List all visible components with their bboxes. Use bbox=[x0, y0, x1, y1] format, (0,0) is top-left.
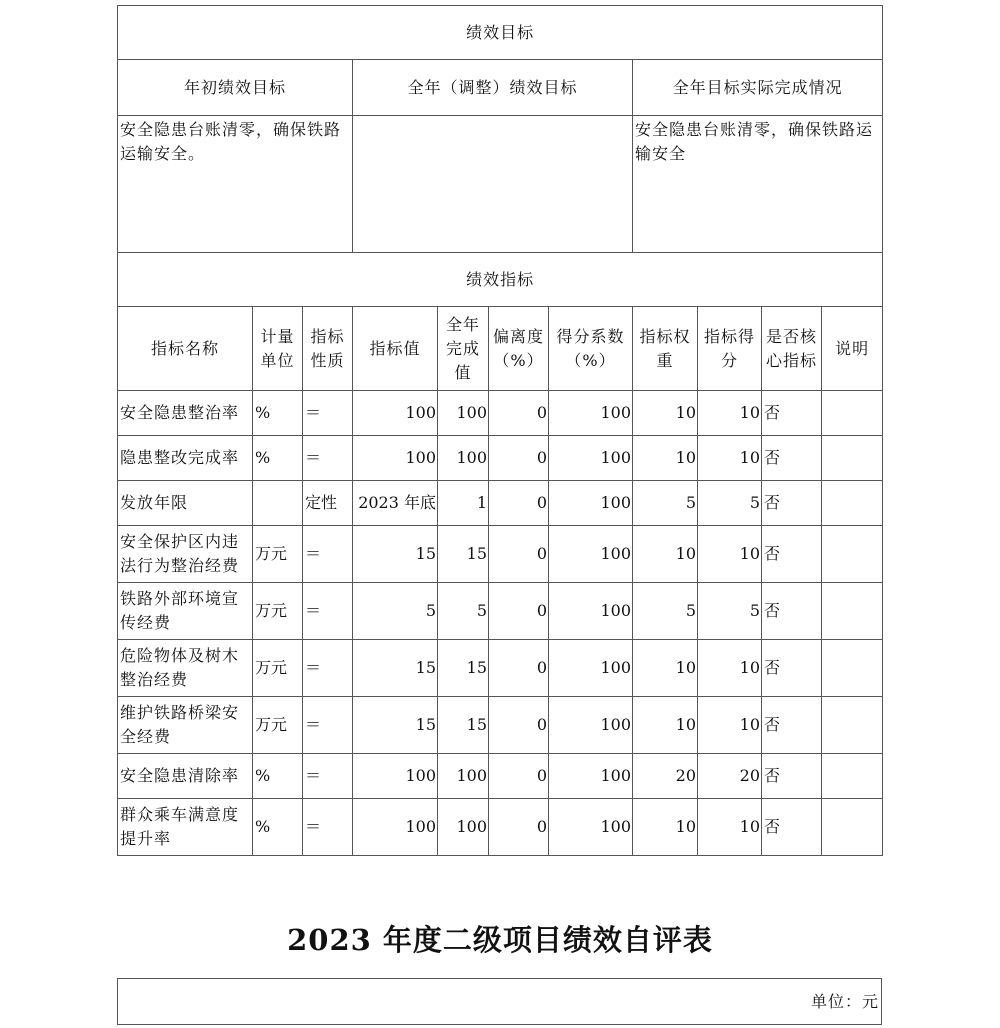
indicator-unit: 万元 bbox=[253, 526, 303, 583]
indicator-coefficient: 100 bbox=[549, 697, 633, 754]
col-header-score: 指标得分 bbox=[698, 307, 762, 391]
indicator-nature: ＝ bbox=[303, 526, 353, 583]
indicator-actual: 100 bbox=[438, 799, 489, 856]
indicator-nature: ＝ bbox=[303, 799, 353, 856]
initial-goal-header: 年初绩效目标 bbox=[118, 60, 353, 116]
initial-goal-value: 安全隐患台账清零，确保铁路运输安全。 bbox=[118, 116, 353, 253]
indicator-coefficient: 100 bbox=[549, 754, 633, 799]
indicator-weight: 10 bbox=[633, 526, 698, 583]
indicator-actual: 15 bbox=[438, 526, 489, 583]
indicator-target: 100 bbox=[353, 754, 438, 799]
col-header-actual: 全年完成值 bbox=[438, 307, 489, 391]
indicator-unit: % bbox=[253, 391, 303, 436]
indicator-nature: ＝ bbox=[303, 754, 353, 799]
indicator-section-title: 绩效指标 bbox=[118, 253, 883, 307]
indicator-weight: 5 bbox=[633, 583, 698, 640]
indicator-nature: ＝ bbox=[303, 640, 353, 697]
indicator-unit: % bbox=[253, 799, 303, 856]
indicator-deviation: 0 bbox=[489, 640, 549, 697]
indicator-deviation: 0 bbox=[489, 697, 549, 754]
indicator-unit: % bbox=[253, 436, 303, 481]
indicator-weight: 5 bbox=[633, 481, 698, 526]
indicator-name: 危险物体及树木整治经费 bbox=[118, 640, 253, 697]
table-row bbox=[118, 799, 883, 856]
indicator-target: 2023 年底 bbox=[353, 481, 438, 526]
goal-section-title: 绩效目标 bbox=[118, 6, 883, 60]
indicator-core: 否 bbox=[762, 436, 822, 481]
indicator-weight: 20 bbox=[633, 754, 698, 799]
indicator-core: 否 bbox=[762, 391, 822, 436]
indicator-core: 否 bbox=[762, 754, 822, 799]
indicator-score: 5 bbox=[698, 583, 762, 640]
indicator-coefficient: 100 bbox=[549, 583, 633, 640]
indicator-coefficient: 100 bbox=[549, 640, 633, 697]
indicator-coefficient: 100 bbox=[549, 481, 633, 526]
indicator-note bbox=[822, 526, 883, 583]
indicator-target: 100 bbox=[353, 391, 438, 436]
indicator-name: 群众乘车满意度提升率 bbox=[118, 799, 253, 856]
col-header-nature: 指标性质 bbox=[303, 307, 353, 391]
indicator-coefficient: 100 bbox=[549, 436, 633, 481]
table-row bbox=[118, 436, 883, 481]
indicator-note bbox=[822, 640, 883, 697]
indicator-note bbox=[822, 799, 883, 856]
indicator-score: 10 bbox=[698, 436, 762, 481]
col-header-deviation: 偏离度（%） bbox=[489, 307, 549, 391]
indicator-note bbox=[822, 391, 883, 436]
indicator-target: 100 bbox=[353, 799, 438, 856]
indicator-coefficient: 100 bbox=[549, 526, 633, 583]
table-row bbox=[118, 640, 883, 697]
indicator-nature: ＝ bbox=[303, 583, 353, 640]
indicator-name: 安全隐患整治率 bbox=[118, 391, 253, 436]
indicator-unit: 万元 bbox=[253, 697, 303, 754]
indicator-deviation: 0 bbox=[489, 391, 549, 436]
indicator-core: 否 bbox=[762, 697, 822, 754]
indicator-nature: 定性 bbox=[303, 481, 353, 526]
indicator-score: 10 bbox=[698, 526, 762, 583]
indicator-actual: 100 bbox=[438, 436, 489, 481]
indicator-target: 5 bbox=[353, 583, 438, 640]
unit-label: 单位：元 bbox=[810, 992, 879, 1011]
col-header-core: 是否核心指标 bbox=[762, 307, 822, 391]
col-header-note: 说明 bbox=[822, 307, 883, 391]
indicator-weight: 10 bbox=[633, 391, 698, 436]
table-row bbox=[118, 481, 883, 526]
col-header-target: 指标值 bbox=[353, 307, 438, 391]
indicator-weight: 10 bbox=[633, 697, 698, 754]
indicator-nature: ＝ bbox=[303, 391, 353, 436]
indicator-actual: 15 bbox=[438, 640, 489, 697]
indicator-name: 隐患整改完成率 bbox=[118, 436, 253, 481]
indicator-core: 否 bbox=[762, 583, 822, 640]
col-header-name: 指标名称 bbox=[118, 307, 253, 391]
indicator-score: 10 bbox=[698, 640, 762, 697]
indicator-score: 5 bbox=[698, 481, 762, 526]
unit-row bbox=[117, 978, 882, 1025]
indicator-core: 否 bbox=[762, 640, 822, 697]
indicator-deviation: 0 bbox=[489, 583, 549, 640]
performance-table bbox=[117, 5, 883, 856]
indicator-weight: 10 bbox=[633, 799, 698, 856]
indicator-target: 15 bbox=[353, 526, 438, 583]
indicator-note bbox=[822, 436, 883, 481]
indicator-score: 10 bbox=[698, 799, 762, 856]
table-row bbox=[118, 583, 883, 640]
indicator-name: 发放年限 bbox=[118, 481, 253, 526]
indicator-weight: 10 bbox=[633, 436, 698, 481]
indicator-unit: 万元 bbox=[253, 640, 303, 697]
self-evaluation-title: 2023 年度二级项目绩效自评表 bbox=[287, 923, 713, 957]
col-header-weight: 指标权重 bbox=[633, 307, 698, 391]
indicator-coefficient: 100 bbox=[549, 799, 633, 856]
indicator-coefficient: 100 bbox=[549, 391, 633, 436]
table-row bbox=[118, 526, 883, 583]
indicator-score: 20 bbox=[698, 754, 762, 799]
indicator-unit bbox=[253, 481, 303, 526]
indicator-core: 否 bbox=[762, 526, 822, 583]
indicator-name: 安全隐患清除率 bbox=[118, 754, 253, 799]
indicator-actual: 15 bbox=[438, 697, 489, 754]
indicator-actual: 5 bbox=[438, 583, 489, 640]
indicator-note bbox=[822, 481, 883, 526]
indicator-unit: % bbox=[253, 754, 303, 799]
indicator-score: 10 bbox=[698, 697, 762, 754]
col-header-coefficient: 得分系数（%） bbox=[549, 307, 633, 391]
indicator-core: 否 bbox=[762, 799, 822, 856]
indicator-name: 铁路外部环境宣传经费 bbox=[118, 583, 253, 640]
indicator-core: 否 bbox=[762, 481, 822, 526]
indicator-name: 安全保护区内违法行为整治经费 bbox=[118, 526, 253, 583]
indicator-nature: ＝ bbox=[303, 697, 353, 754]
indicator-deviation: 0 bbox=[489, 754, 549, 799]
indicator-note bbox=[822, 754, 883, 799]
indicator-actual: 1 bbox=[438, 481, 489, 526]
table-row bbox=[118, 754, 883, 799]
indicator-target: 100 bbox=[353, 436, 438, 481]
indicator-deviation: 0 bbox=[489, 799, 549, 856]
indicator-note bbox=[822, 697, 883, 754]
indicator-actual: 100 bbox=[438, 391, 489, 436]
indicator-weight: 10 bbox=[633, 640, 698, 697]
indicator-target: 15 bbox=[353, 640, 438, 697]
indicator-nature: ＝ bbox=[303, 436, 353, 481]
indicator-score: 10 bbox=[698, 391, 762, 436]
indicator-target: 15 bbox=[353, 697, 438, 754]
indicator-deviation: 0 bbox=[489, 436, 549, 481]
indicator-deviation: 0 bbox=[489, 526, 549, 583]
adjusted-goal-value bbox=[353, 116, 633, 253]
col-header-unit: 计量单位 bbox=[253, 307, 303, 391]
indicator-note bbox=[822, 583, 883, 640]
indicator-actual: 100 bbox=[438, 754, 489, 799]
actual-completion-header: 全年目标实际完成情况 bbox=[633, 60, 883, 116]
table-row bbox=[118, 391, 883, 436]
adjusted-goal-header: 全年（调整）绩效目标 bbox=[353, 60, 633, 116]
indicator-deviation: 0 bbox=[489, 481, 549, 526]
indicator-unit: 万元 bbox=[253, 583, 303, 640]
table-row bbox=[118, 697, 883, 754]
indicator-name: 维护铁路桥梁安全经费 bbox=[118, 697, 253, 754]
actual-completion-value: 安全隐患台账清零，确保铁路运输安全 bbox=[633, 116, 883, 253]
